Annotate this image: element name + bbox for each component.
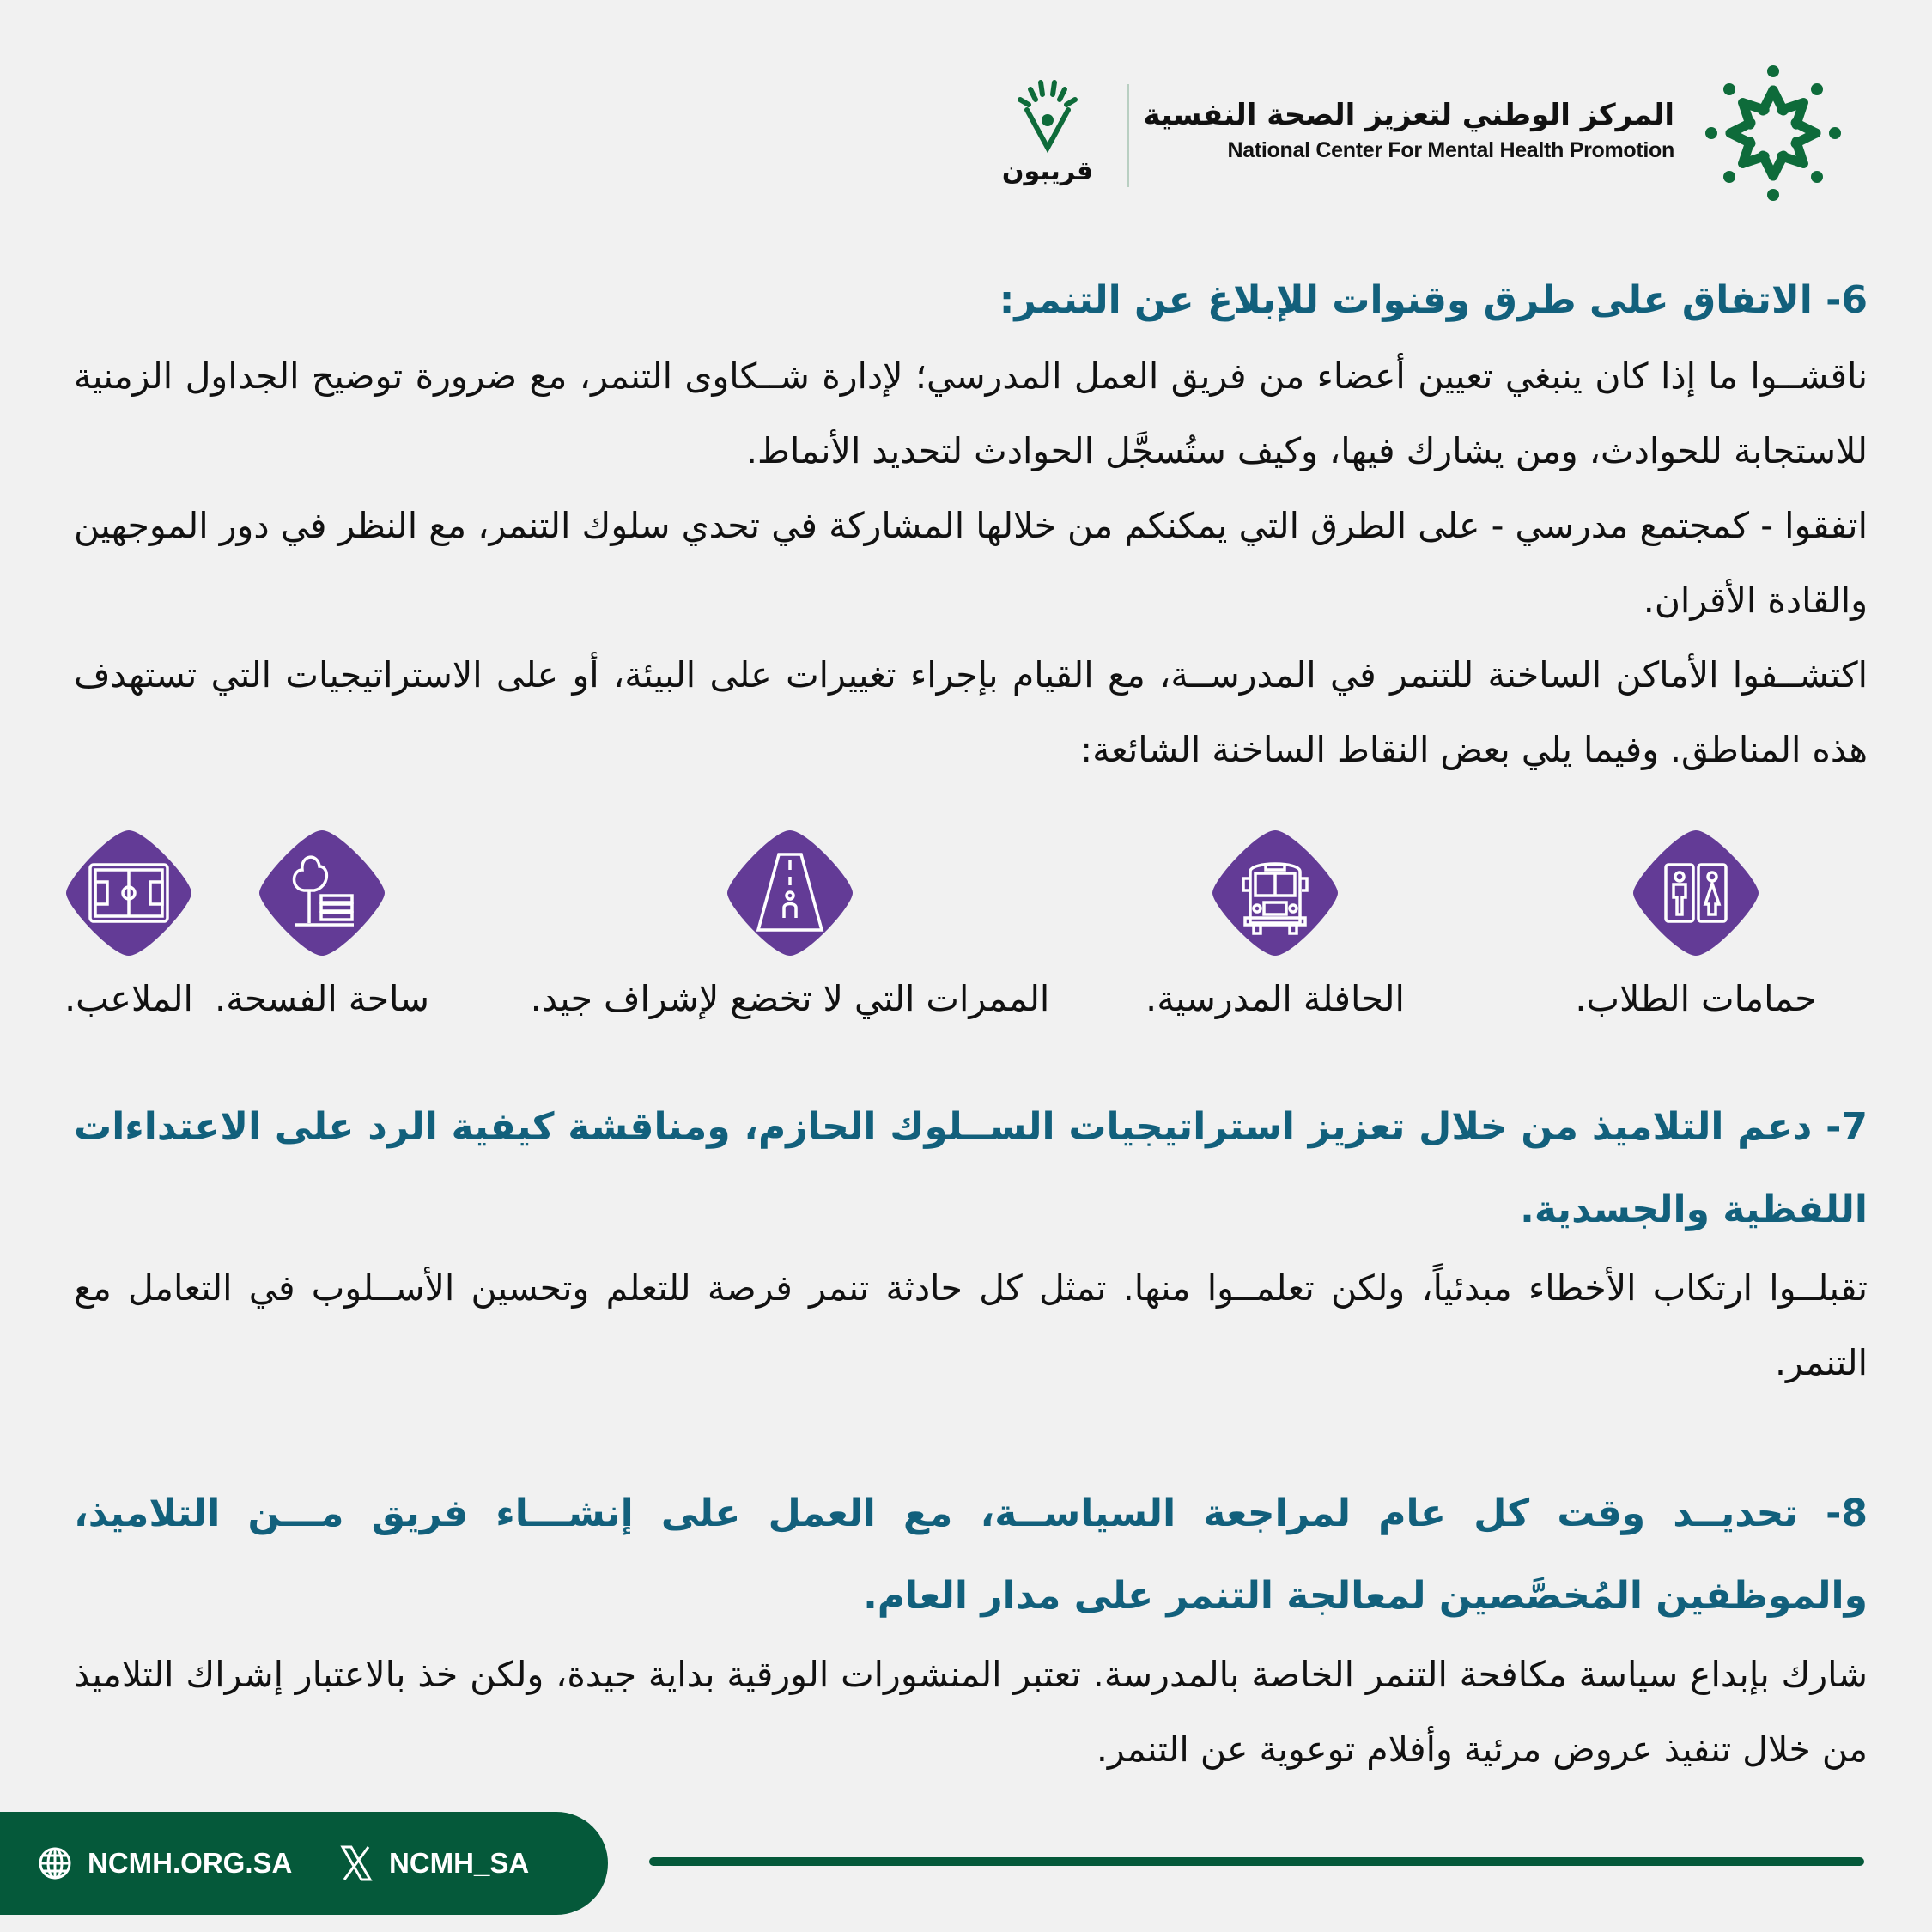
qareeboon-logo-icon <box>1013 77 1082 155</box>
playground-icon <box>258 829 386 957</box>
restroom-icon <box>1631 829 1760 957</box>
website-text: NCMH.ORG.SA <box>88 1847 293 1879</box>
sports-field-icon <box>64 829 193 957</box>
social-handle: NCMH_SA <box>389 1847 530 1879</box>
school-bus-icon <box>1211 829 1340 957</box>
section-8-paragraph: شارك بإبداع سياسة مكافحة التنمر الخاصة بالمدرسة. تعتبر المنشورات الورقية بداية جيدة، ولكن خذ بالاعتبار إشراك التلاميذ من خلال تنفيذ عروض مرئية وأفلام توعوية عن التنمر. <box>74 1654 1868 1770</box>
hotspot-label: الملاعب. <box>64 978 193 1019</box>
x-icon <box>339 1844 374 1882</box>
header <box>0 52 1932 215</box>
org-name-english: National Center For Mental Health Promotion <box>1227 138 1674 162</box>
website-link[interactable] <box>38 1812 292 1915</box>
section-6-paragraph-3: اكتشــفوا الأماكن الساخنة للتنمر في المدرســة، مع القيام بإجراء تغييرات على البيئة، أو على الاستراتيجيات التي تستهدف هذه المناطق. وفيما يلي بعض النقاط الساخنة الشائعة: <box>74 654 1868 770</box>
section-6-paragraph-2: اتفقوا - كمجتمع مدرسي - على الطرق التي يمكنكم من خلالها المشاركة في تحدي سلوك التنمر، مع النظر في دور الموجهين والقادة الأقران. <box>74 505 1868 621</box>
social-link[interactable] <box>339 1812 529 1915</box>
section-6-paragraph-1: ناقشــوا ما إذا كان ينبغي تعيين أعضاء من فريق العمل المدرسي؛ لإدارة شــكاوى التنمر، مع ضرورة توضيح الجداول الزمنية للاستجابة للحوادث، ومن يشارك فيها، وكيف ستُسجَّل الحوادث لتحديد الأنماط. <box>74 355 1868 471</box>
footer-divider-line <box>649 1857 1864 1866</box>
hotspot-item <box>1116 829 1434 1024</box>
hotspot-label: الممرات التي لا تخضع لإشراف جيد. <box>530 978 1050 1019</box>
section-6 <box>74 262 1868 787</box>
partner-logo <box>1000 77 1095 186</box>
org-name-arabic: المركز الوطني لتعزيز الصحة النفسية <box>1143 98 1674 132</box>
hotspot-item <box>498 829 1082 1024</box>
header-divider <box>1127 84 1129 187</box>
hotspot-item <box>1563 829 1829 1024</box>
org-name-block <box>1144 94 1675 165</box>
section-8 <box>74 1473 1868 1787</box>
partner-name: قريبون <box>1001 156 1094 186</box>
hotspot-item <box>52 829 206 1024</box>
section-7 <box>74 1086 1868 1400</box>
section-7-title: 7- دعم التلاميذ من خلال تعزيز استراتيجيات الســلوك الحازم، ومناقشة كيفية الرد على الاعتداءات اللفظية والجسدية. <box>74 1105 1868 1231</box>
hotspot-label: ساحة الفسحة. <box>215 978 429 1019</box>
section-8-title: 8- تحديــد وقت كل عام لمراجعة السياســة، مع العمل على إنشـــاء فريق مـــن التلاميذ، والموظفين المُخصَّصين لمعالجة التنمر على مدار العام. <box>74 1492 1868 1618</box>
section-7-paragraph: تقبلــوا ارتكاب الأخطاء مبدئياً، ولكن تعلمــوا منها. تمثل كل حادثة تنمر فرصة للتعلم وتحسين الأســلوب في التعامل مع التنمر. <box>74 1267 1868 1383</box>
hotspot-label: حمامات الطلاب. <box>1575 978 1817 1019</box>
hotspot-item <box>180 829 464 1024</box>
footer-contact-bar <box>0 1812 608 1915</box>
hotspots-row <box>52 829 1880 1026</box>
section-6-title: 6- الاتفاق على طرق وقنوات للإبلاغ عن التنمر: <box>999 278 1868 322</box>
globe-icon <box>38 1846 72 1880</box>
corridor-icon <box>726 829 854 957</box>
ncmh-logo-icon <box>1696 56 1850 210</box>
hotspot-label: الحافلة المدرسية. <box>1145 978 1405 1019</box>
